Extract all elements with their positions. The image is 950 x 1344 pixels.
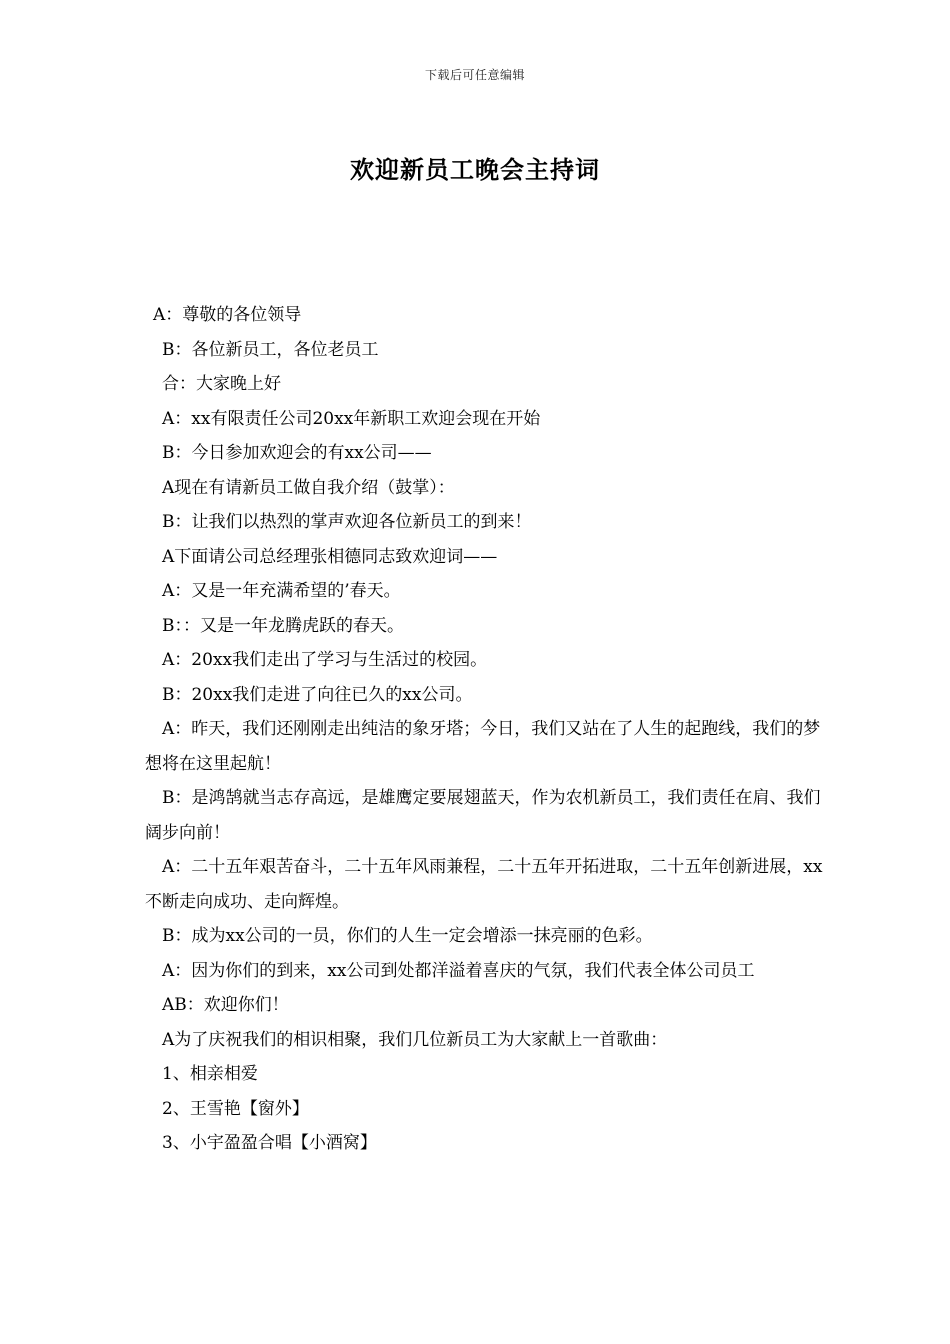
script-line: B：各位新员工，各位老员工 <box>162 339 379 360</box>
script-line: 合：大家晚上好 <box>162 374 281 394</box>
script-line: A：尊敬的各位领导 <box>153 305 302 325</box>
script-line: B：是鸿鹄就当志存高远，是雄鹰定要展翅蓝天，作为农机新员工，我们责任在肩、我们阔步向前！ <box>145 788 821 843</box>
script-line: B：让我们以热烈的掌声欢迎各位新员工的到来！ <box>162 512 532 532</box>
header-note: 下载后可任意编辑 <box>424 68 525 82</box>
script-body <box>145 298 825 1161</box>
script-line: B：成为xx公司的一员，你们的人生一定会增添一抹亮丽的色彩。 <box>162 926 653 946</box>
script-line: B：今日参加欢迎会的有xx公司—— <box>162 443 432 463</box>
script-line: A：20xx我们走出了学习与生活过的校园。 <box>162 650 488 670</box>
script-line: A：昨天，我们还刚刚走出纯洁的象牙塔；今日，我们又站在了人生的起跑线，我们的梦想将在这里起航！ <box>145 719 821 774</box>
script-line: A：因为你们的到来，xx公司到处都洋溢着喜庆的气氛，我们代表全体公司员工 <box>162 960 755 981</box>
script-line: A：二十五年艰苦奋斗，二十五年风雨兼程，二十五年开拓进取，二十五年创新进展，xx不断走向成功、走向辉煌。 <box>145 857 823 912</box>
script-line: A：又是一年充满希望的’春天。 <box>162 581 401 601</box>
script-line: A为了庆祝我们的相识相聚，我们几位新员工为大家献上一首歌曲： <box>162 1029 668 1050</box>
script-line: A：xx有限责任公司20xx年新职工欢迎会现在开始 <box>162 408 541 429</box>
script-line: A现在有请新员工做自我介绍（鼓掌）： <box>162 477 455 498</box>
song-list-item: 1、相亲相爱 <box>162 1064 258 1084</box>
script-line: B：：又是一年龙腾虎跃的春天。 <box>162 615 404 636</box>
script-line: AB：欢迎你们！ <box>162 995 289 1015</box>
script-line: A下面请公司总经理张相德同志致欢迎词—— <box>162 546 498 567</box>
script-line: B：20xx我们走进了向往已久的xx公司。 <box>162 684 473 705</box>
song-list-item: 2、王雪艳【窗外】 <box>162 1098 309 1119</box>
song-list-item: 3、小宇盈盈合唱【小酒窝】 <box>162 1133 377 1153</box>
page-title: 欢迎新员工晚会主持词 <box>350 155 600 184</box>
